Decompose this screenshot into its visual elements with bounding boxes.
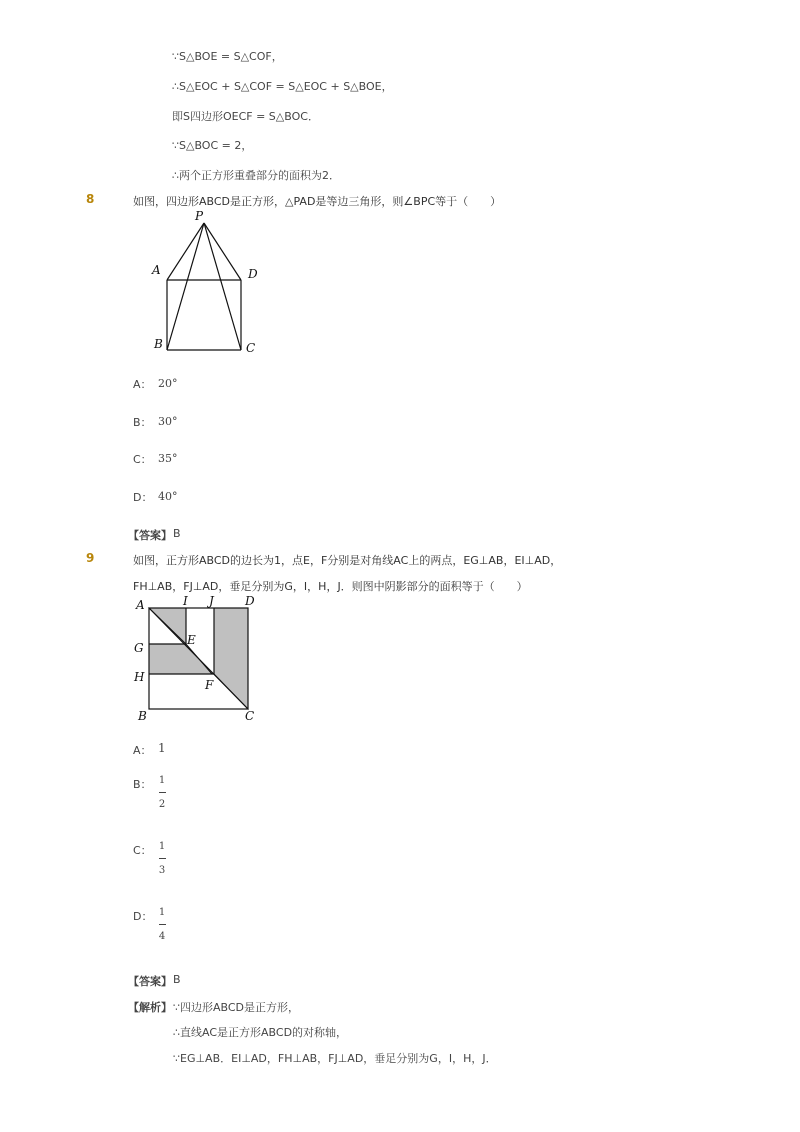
label-C: C	[245, 709, 255, 723]
q8-option-a-label: A：	[133, 378, 152, 391]
proof-line-3: 即S四边形OECF = S△BOC．	[172, 110, 319, 123]
q9-analysis-line-3: ∵EG⊥AB．EI⊥AD，FH⊥AB，FJ⊥AD，垂足分别为G，I，H，J．	[173, 1052, 497, 1065]
q9-option-c-fraction	[156, 841, 168, 876]
label-G: G	[134, 641, 144, 655]
q8-option-a-value: 20°	[158, 377, 178, 390]
question-9-text-line-1: 如图，正方形ABCD的边长为1，点E，F分别是对角线AC上的两点，EG⊥AB，EI⊥AD，	[133, 554, 562, 567]
label-B: B	[138, 709, 147, 723]
question-9-text-line-2: FH⊥AB，FJ⊥AD，垂足分别为G，I，H，J．则图中阴影部分的面积等于（ ）	[133, 580, 528, 593]
fraction-denominator: 4	[158, 931, 166, 942]
q9-analysis-line-1: ∵四边形ABCD是正方形，	[173, 1001, 300, 1014]
fraction-bar	[159, 792, 166, 793]
q8-answer-tag: 【答案】	[128, 529, 172, 542]
q9-option-b-fraction	[156, 775, 168, 810]
proof-line-4: ∵S△BOC = 2，	[172, 139, 253, 152]
fraction-denominator: 2	[158, 799, 166, 810]
fraction-bar	[159, 858, 166, 859]
label-A: A	[152, 263, 161, 277]
q9-analysis-line-2: ∴直线AC是正方形ABCD的对称轴，	[173, 1026, 348, 1039]
question-8-text: 如图，四边形ABCD是正方形，△PAD是等边三角形，则∠BPC等于（ ）	[133, 195, 502, 208]
q8-option-b-value: 30°	[158, 415, 178, 428]
q8-option-b-label: B：	[133, 416, 152, 429]
fraction-bar	[159, 924, 166, 925]
q8-option-c-label: C：	[133, 453, 152, 466]
proof-line-1: ∵S△BOE = S△COF，	[172, 50, 283, 63]
q8-option-d-value: 40°	[158, 490, 178, 503]
label-H: H	[134, 670, 145, 684]
label-J: J	[209, 594, 214, 608]
label-P: P	[195, 209, 204, 223]
fraction-numerator: 1	[158, 775, 166, 786]
label-B: B	[154, 337, 163, 351]
label-C: C	[246, 341, 256, 355]
fraction-numerator: 1	[158, 841, 166, 852]
fraction-numerator: 1	[158, 907, 166, 918]
label-D: D	[245, 594, 255, 608]
q9-option-b-label: B：	[133, 778, 152, 791]
q9-option-d-label: D：	[133, 910, 153, 923]
q8-answer: B	[173, 527, 181, 540]
q9-option-d-fraction	[156, 907, 168, 942]
label-I: I	[183, 594, 188, 608]
label-E: E	[187, 633, 196, 647]
fraction-denominator: 3	[158, 865, 166, 876]
question-8-figure	[145, 208, 275, 358]
q8-option-d-label: D：	[133, 491, 153, 504]
question-9-figure	[130, 592, 270, 727]
question-8-number: 8	[86, 192, 95, 206]
q8-option-c-value: 35°	[158, 452, 178, 465]
label-D: D	[248, 267, 258, 281]
q9-answer: B	[173, 973, 181, 986]
proof-line-2: ∴S△EOC + S△COF = S△EOC + S△BOE，	[172, 80, 393, 93]
question-9-number: 9	[86, 551, 95, 565]
q9-option-a-label: A：	[133, 744, 152, 757]
q9-analysis-tag: 【解析】	[128, 1001, 172, 1014]
label-F: F	[205, 678, 214, 692]
q9-option-a-value: 1	[158, 741, 166, 755]
label-A: A	[136, 598, 145, 612]
proof-line-5: ∴两个正方形重叠部分的面积为2．	[172, 169, 340, 182]
q9-option-c-label: C：	[133, 844, 152, 857]
q9-answer-tag: 【答案】	[128, 975, 172, 988]
